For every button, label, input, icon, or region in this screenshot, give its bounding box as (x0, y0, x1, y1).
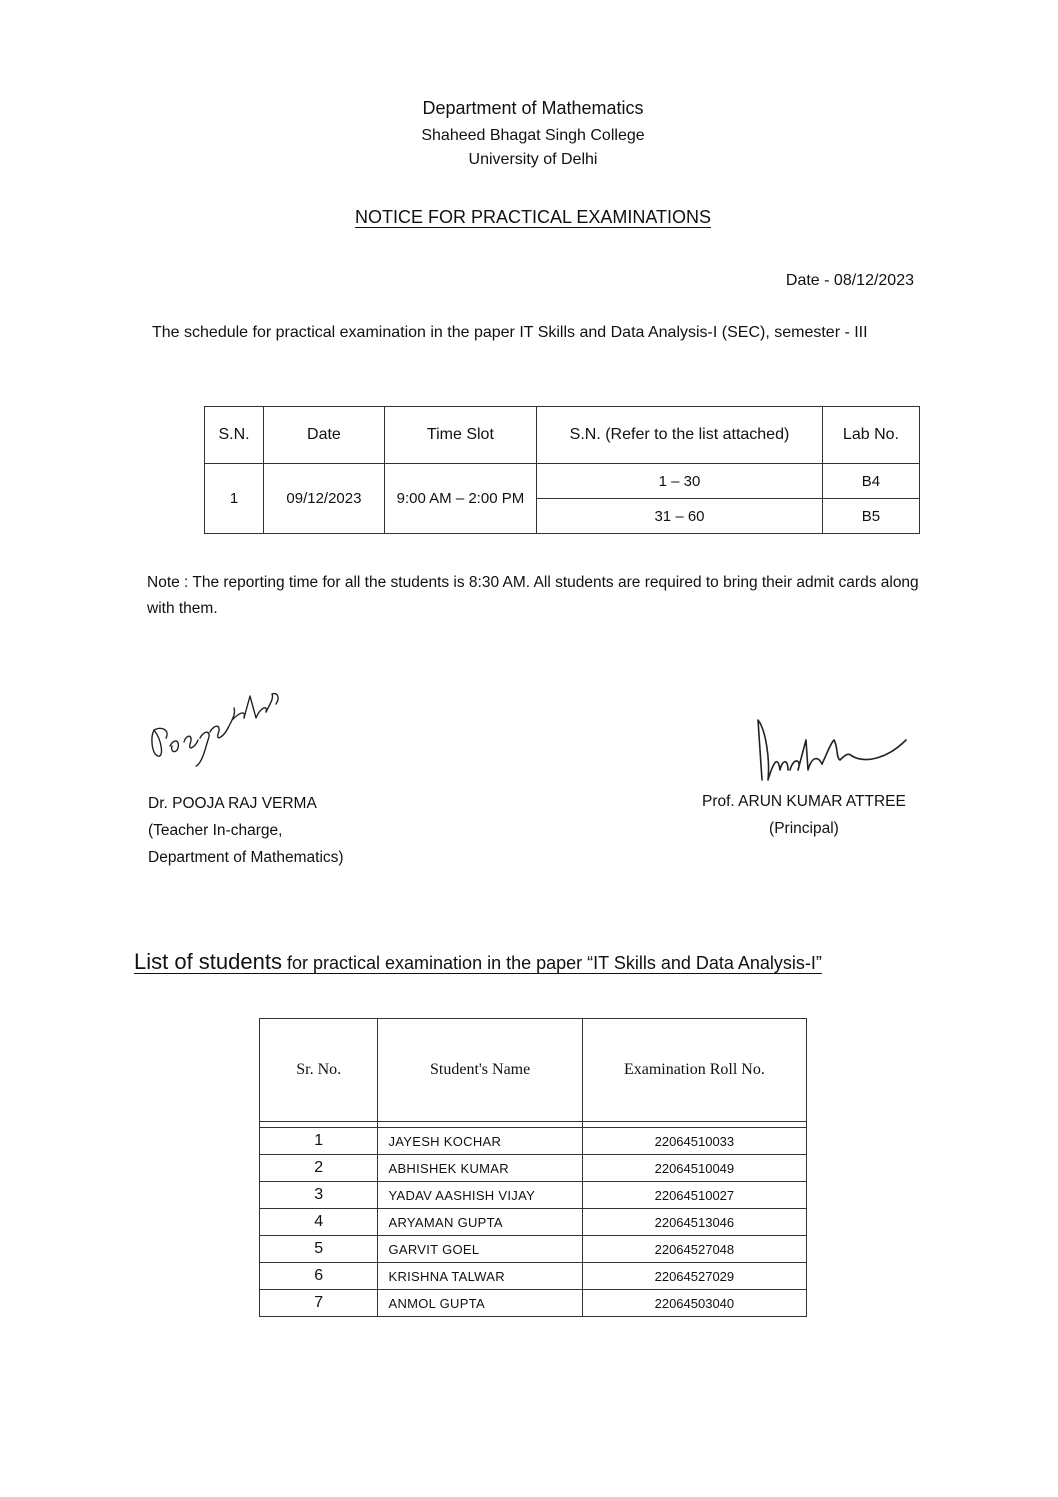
student-header-roll: Examination Roll No. (582, 1019, 806, 1122)
intro-paragraph: The schedule for practical examination in the paper IT Skills and Data Analysis-I (SEC), semester - III (152, 324, 868, 341)
notice-title (0, 207, 1058, 228)
student-sr: 4 (260, 1209, 378, 1236)
student-name: JAYESH KOCHAR (378, 1128, 582, 1155)
college-name: Shaheed Bhagat Singh College (421, 127, 645, 144)
left-signatory-dept: Department of Mathematics) (148, 849, 344, 866)
student-sr: 7 (260, 1290, 378, 1317)
notice-date: Date - 08/12/2023 (785, 272, 914, 289)
student-sr: 5 (260, 1236, 378, 1263)
student-row (260, 1290, 807, 1317)
schedule-table (204, 406, 920, 534)
notice-title-text: NOTICE FOR PRACTICAL EXAMINATIONS (354, 207, 712, 227)
student-list-title (134, 949, 822, 975)
left-signatory-name: Dr. POOJA RAJ VERMA (148, 795, 317, 812)
student-sr: 6 (260, 1263, 378, 1290)
student-name: KRISHNA TALWAR (378, 1263, 582, 1290)
schedule-header-time: Time Slot (384, 407, 536, 464)
left-signatory-role: (Teacher In-charge, (148, 822, 283, 839)
student-list-title-rest: for practical examination in the paper “IT Skills and Data Analysis-I” (281, 953, 822, 973)
signature-right (748, 700, 918, 792)
schedule-header-range: S.N. (Refer to the list attached) (537, 407, 823, 464)
student-header-name: Student's Name (378, 1019, 582, 1122)
university-name: University of Delhi (468, 151, 598, 168)
department-heading: Department of Mathematics (422, 98, 644, 118)
student-row (260, 1155, 807, 1182)
student-sr: 1 (260, 1128, 378, 1155)
schedule-sn: 1 (205, 464, 264, 534)
signature-left (140, 668, 290, 768)
student-row (260, 1263, 807, 1290)
student-table-header-row (260, 1019, 807, 1122)
student-name: ABHISHEK KUMAR (378, 1155, 582, 1182)
schedule-header-date: Date (264, 407, 385, 464)
schedule-date: 09/12/2023 (264, 464, 385, 534)
student-roll: 22064527029 (582, 1263, 806, 1290)
student-row (260, 1128, 807, 1155)
schedule-header-row (205, 407, 920, 464)
schedule-header-lab: Lab No. (822, 407, 919, 464)
note-paragraph: Note : The reporting time for all the students is 8:30 AM. All students are required to bring their admit cards along with them. (147, 574, 919, 617)
right-signatory-name: Prof. ARUN KUMAR ATTREE (702, 793, 906, 810)
student-roll: 22064513046 (582, 1209, 806, 1236)
schedule-time-slot: 9:00 AM – 2:00 PM (384, 464, 536, 534)
student-roll: 22064527048 (582, 1236, 806, 1263)
student-roll: 22064510027 (582, 1182, 806, 1209)
schedule-range: 31 – 60 (537, 499, 823, 534)
student-sr: 2 (260, 1155, 378, 1182)
student-list-title-lead: List of students (134, 949, 282, 974)
student-name: GARVIT GOEL (378, 1236, 582, 1263)
student-row (260, 1182, 807, 1209)
schedule-lab: B4 (822, 464, 919, 499)
student-roll: 22064503040 (582, 1290, 806, 1317)
schedule-row (205, 464, 920, 499)
schedule-header-sn: S.N. (205, 407, 264, 464)
student-name: ARYAMAN GUPTA (378, 1209, 582, 1236)
left-signatory-block (148, 790, 344, 871)
right-signatory-role: (Principal) (769, 820, 839, 837)
right-signatory-block (702, 788, 906, 842)
student-list-table (259, 1018, 807, 1317)
student-roll: 22064510049 (582, 1155, 806, 1182)
schedule-lab: B5 (822, 499, 919, 534)
student-roll: 22064510033 (582, 1128, 806, 1155)
student-name: ANMOL GUPTA (378, 1290, 582, 1317)
student-header-sr: Sr. No. (260, 1019, 378, 1122)
student-name: YADAV AASHISH VIJAY (378, 1182, 582, 1209)
student-row (260, 1236, 807, 1263)
student-row (260, 1209, 807, 1236)
schedule-range: 1 – 30 (537, 464, 823, 499)
student-sr: 3 (260, 1182, 378, 1209)
